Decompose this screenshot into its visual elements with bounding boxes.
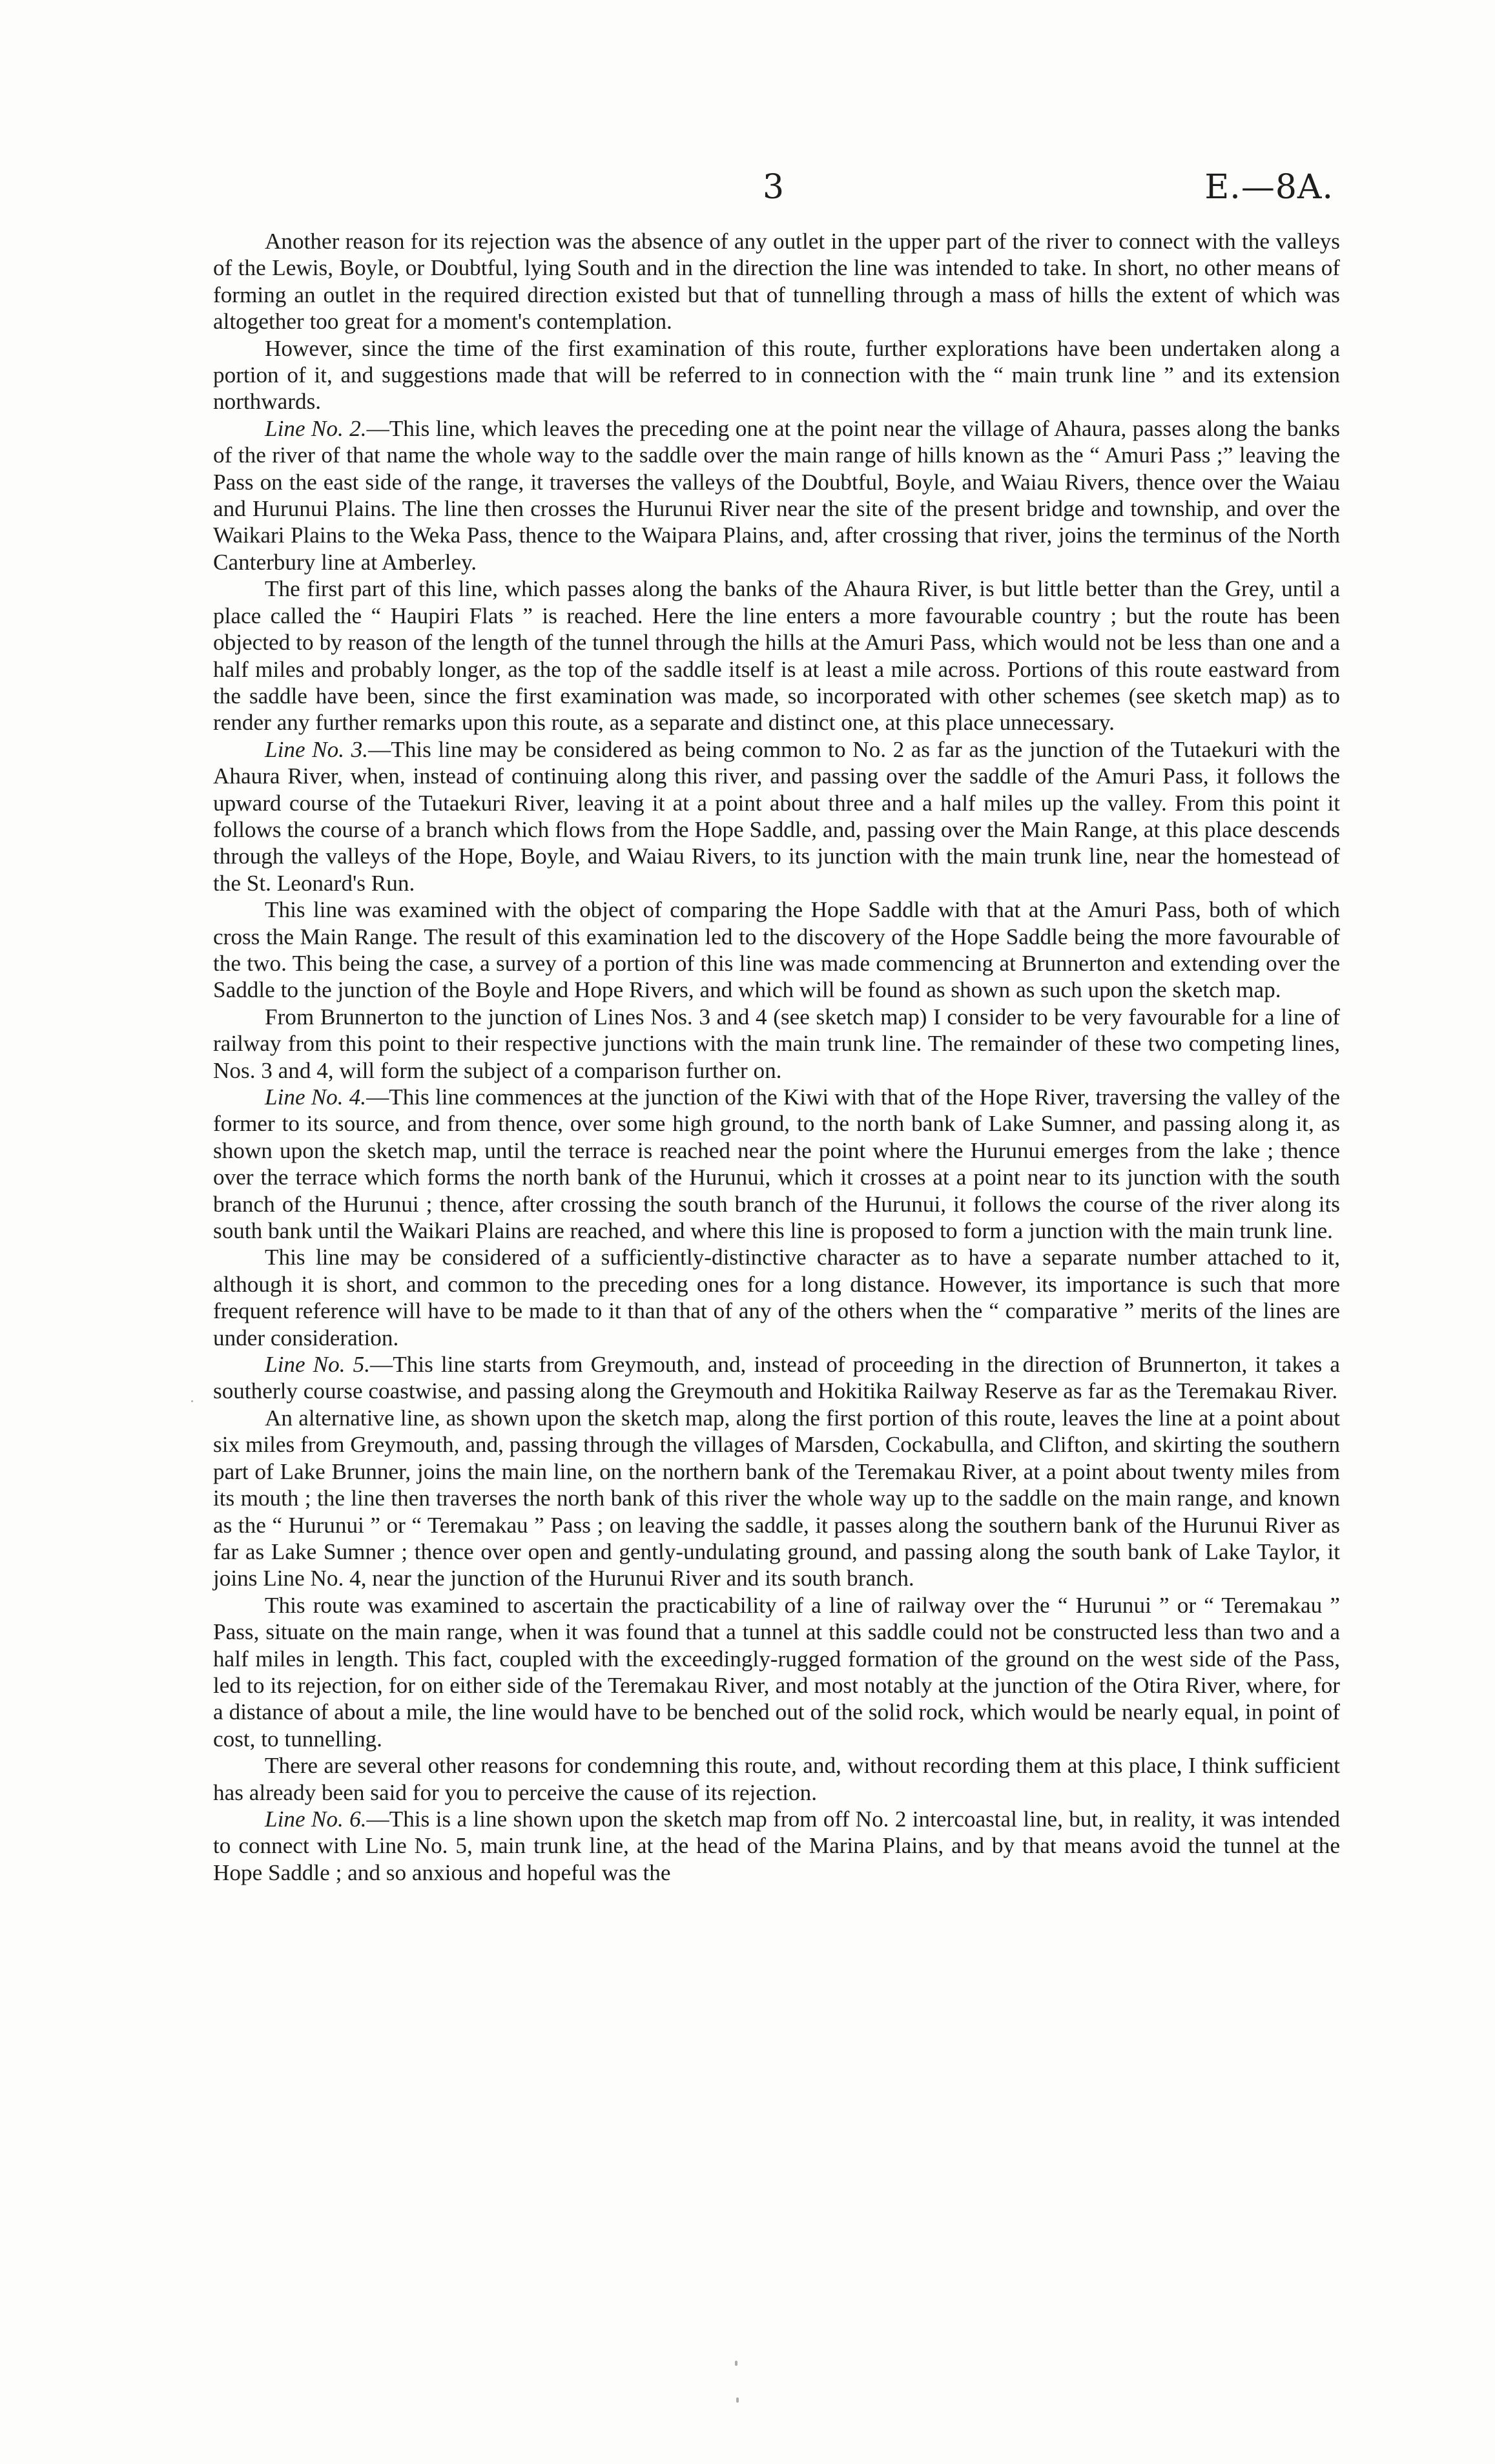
body-text bbox=[213, 228, 1340, 1886]
paragraph bbox=[213, 1592, 1340, 1752]
paragraph-text: However, since the time of the first examination of this route, further explorations have been undertaken along a portion of it, and suggestions made that will be referred to in connection with the “ main trunk line ” and its extension northwards. bbox=[213, 335, 1340, 415]
document-reference: E.—8A. bbox=[1204, 168, 1334, 207]
page-number: 3 bbox=[762, 168, 785, 207]
paragraph-text: —This line starts from Greymouth, and, instead of proceeding in the direction of Brunnerton, it takes a southerly course coastwise, and passing along the Greymouth and Hokitika Railway Reserve as far as the Teremakau River. bbox=[213, 1352, 1340, 1404]
print-speck bbox=[735, 2361, 737, 2366]
line-label: Line No. 5. bbox=[265, 1352, 371, 1378]
paragraph bbox=[213, 335, 1340, 415]
page-header bbox=[213, 165, 1334, 216]
paragraph bbox=[213, 575, 1340, 736]
paragraph-line-2 bbox=[213, 415, 1340, 575]
paragraph-text: —This line, which leaves the preceding one at the point near the village of Ahaura, passes along the banks of the river of that name the whole way to the saddle over the main range of hills known as the “ Amuri Pass ;” leaving the Pass on the east side of the range, it traverses the valleys of the Doubtful, Boyle, and Waiau Rivers, thence over the Waiau and Hurunui Plains. The line then crosses the Hurunui River near the site of the present bridge and township, and over the Waikari Plains to the Weka Pass, thence to the Waipara Plains, and, after crossing that river, joins the terminus of the North Canterbury line at Amberley. bbox=[213, 415, 1341, 575]
paragraph bbox=[213, 1004, 1340, 1084]
paragraph bbox=[213, 1752, 1340, 1806]
paragraph bbox=[213, 1244, 1340, 1351]
paragraph-line-3 bbox=[213, 736, 1340, 896]
paragraph-line-4 bbox=[213, 1084, 1340, 1244]
paragraph-text: —This line commences at the junction of the Kiwi with that of the Hope River, traversing the valley of the former to its source, and from thence, over some high ground, to the north bank of Lake Sumner, and passing along it, as shown upon the sketch map, until the terrace is reached near the point where the Hurunui emerges from the lake ; thence over the terrace which forms the north bank of the Hurunui, which it crosses at a point near to its junction with the south branch of the Hurunui ; thence, after crossing the south branch of the Hurunui, it follows the course of the river along its south bank until the Waikari Plains are reached, and where this line is proposed to form a junction with the main trunk line. bbox=[213, 1084, 1341, 1244]
paragraph-text: From Brunnerton to the junction of Lines Nos. 3 and 4 (see sketch map) I consider to be very favourable for a line of railway from this point to their respective junctions with the main trunk line. The remainder of these two competing lines, Nos. 3 and 4, will form the subject of a comparison further on. bbox=[213, 1004, 1340, 1083]
paragraph-text: —This is a line shown upon the sketch map from off No. 2 intercoastal line, but, in reality, it was intended to connect with Line No. 5, main trunk line, at the head of the Marina Plains, and by that means avoid the tunnel at the Hope Saddle ; and so anxious and hopeful was the bbox=[213, 1806, 1341, 1885]
paragraph-text: This line may be considered of a sufficiently-distinctive character as to have a separate number attached to it, although it is short, and common to the preceding ones for a long distance. However, its importance is such that more frequent reference will have to be made to it than that of any of the others when the “ comparative ” merits of the lines are under consideration. bbox=[213, 1245, 1340, 1351]
paragraph-text: Another reason for its rejection was the absence of any outlet in the upper part of the river to connect with the valleys of the Lewis, Boyle, or Doubtful, lying South and in the direction the line was intended to take. In short, no other means of forming an outlet in the required direction existed but that of tunnelling through a mass of hills the extent of which was altogether too great for a moment's contemplation. bbox=[213, 229, 1340, 335]
paragraph bbox=[213, 1405, 1340, 1592]
print-speck bbox=[191, 1400, 193, 1402]
paragraph-text: This line was examined with the object of comparing the Hope Saddle with that at the Amuri Pass, both of which cross the Main Range. The result of this examination led to the discovery of the Hope Saddle being the more favourable of the two. This being the case, a survey of a portion of this line was made commencing at Brunnerton and extending over the Saddle to the junction of the Boyle and Hope Rivers, and which will be found as shown as such upon the sketch map. bbox=[213, 897, 1340, 1003]
line-label: Line No. 3. bbox=[265, 736, 369, 762]
print-speck bbox=[736, 2397, 739, 2403]
paragraph-line-6 bbox=[213, 1806, 1340, 1886]
paragraph-text: —This line may be considered as being common to No. 2 as far as the junction of the Tutaekuri with the Ahaura River, when, instead of continuing along this river, and passing over the saddle of the Amuri Pass, it follows the upward course of the Tutaekuri River, leaving it at a point about three and a half miles up the valley. From this point it follows the course of a branch which flows from the Hope Saddle, and, passing over the Main Range, at this place descends through the valleys of the Hope, Boyle, and Waiau Rivers, to its junction with the main trunk line, near the homestead of the St. Leonard's Run. bbox=[213, 736, 1340, 896]
paragraph-text: This route was examined to ascertain the practicability of a line of railway over the “ Hurunui ” or “ Teremakau ” Pass, situate on the main range, when it was found that a tunnel at this saddle could not be constructed less than two and a half miles in length. This fact, coupled with the exceedingly-rugged formation of the ground on the west side of the Pass, led to its rejection, for on either side of the Teremakau River, and most notably at the junction of the Otira River, where, for a distance of about a mile, the line would have to be benched out of the solid rock, which would be nearly equal, in point of cost, to tunnelling. bbox=[213, 1592, 1340, 1752]
line-label: Line No. 6. bbox=[265, 1806, 367, 1832]
paragraph bbox=[213, 228, 1340, 335]
line-label: Line No. 2. bbox=[265, 415, 367, 441]
paragraph-text: An alternative line, as shown upon the sketch map, along the first portion of this route, leaves the line at a point about six miles from Greymouth, and, passing through the villages of Marsden, Cockabulla, and Clifton, and skirting the southern part of Lake Brunner, joins the main line, on the northern bank of the Teremakau River, at a point about twenty miles from its mouth ; the line then traverses the north bank of this river the whole way up to the saddle on the main range, and known as the “ Hurunui ” or “ Teremakau ” Pass ; on leaving the saddle, it passes along the southern bank of the Hurunui River as far as Lake Sumner ; thence over open and gently-undulating ground, and passing along the south bank of Lake Taylor, it joins Line No. 4, near the junction of the Hurunui River and its south branch. bbox=[213, 1405, 1340, 1591]
paragraph-text: There are several other reasons for condemning this route, and, without recording them at this place, I think sufficient has already been said for you to perceive the cause of its rejection. bbox=[213, 1753, 1340, 1805]
paragraph-line-5 bbox=[213, 1351, 1340, 1405]
paragraph-text: The first part of this line, which passes along the banks of the Ahaura River, is but little better than the Grey, until a place called the “ Haupiri Flats ” is reached. Here the line enters a more favourable country ; but the route has been objected to by reason of the length of the tunnel through the hills at the Amuri Pass, which would not be less than one and a half miles and probably longer, as the top of the saddle itself is at least a mile across. Portions of this route eastward from the saddle have been, since the first examination was made, so incorporated with other schemes (see sketch map) as to render any further remarks upon this route, as a separate and distinct one, at this place unnecessary. bbox=[213, 576, 1340, 736]
paragraph bbox=[213, 896, 1340, 1004]
line-label: Line No. 4. bbox=[265, 1084, 367, 1110]
